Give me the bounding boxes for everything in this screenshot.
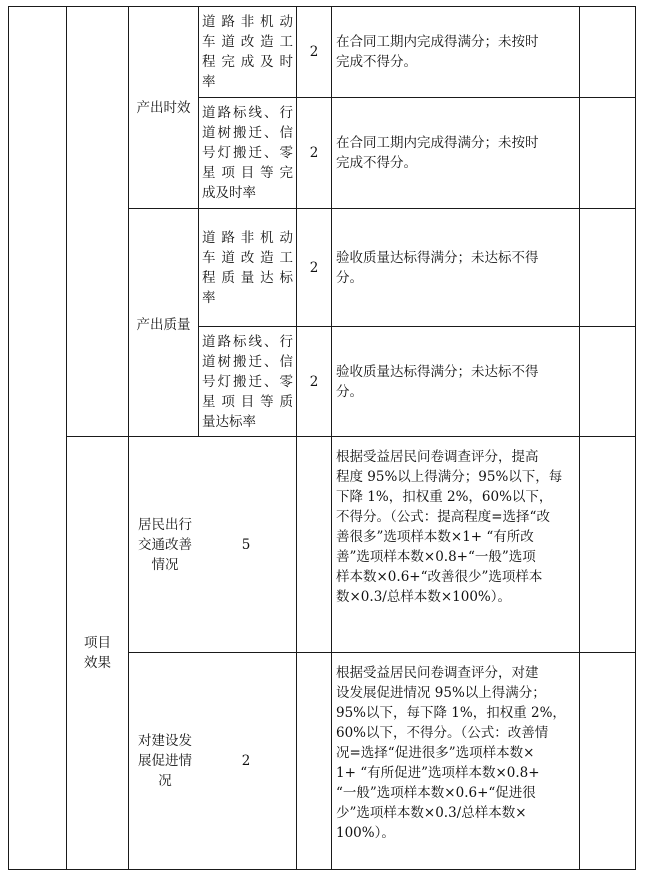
remark-cell — [580, 209, 636, 327]
remark-cell — [580, 327, 636, 437]
standard-cell: 根据受益居民问卷调查评分，提高 程度 95%以上得满分；95%以下，每 下降 1%，扣权重 2%，60%以下， 不得分。（公式：提高程度=选择“改 善很多”选项样本数×1+ “有所改 善”选项样本数×0.8+“一般”选项 样本数×0.6+“改善很少”选项样本 数×0.3/总样本数×100%）。 — [332, 437, 580, 653]
remark-cell — [580, 437, 636, 653]
indicator-cell-merged — [129, 437, 297, 653]
indicator-cell-merged — [129, 653, 297, 870]
indicator-cell: 道路标线、行 道树搬迁、信 号灯搬迁、零 星项目等质 量达标率 — [199, 327, 297, 437]
category-quality: 产出质量 — [129, 209, 199, 437]
score-cell: 2 — [297, 327, 332, 437]
score-value: 5 — [241, 536, 251, 553]
score-cell — [297, 653, 332, 870]
remark-cell — [580, 98, 636, 209]
level1-cell — [9, 7, 67, 870]
score-cell: 2 — [297, 209, 332, 327]
standard-cell: 在合同工期内完成得满分；未按时 完成不得分。 — [332, 7, 580, 98]
standard-cell: 在合同工期内完成得满分；未按时 完成不得分。 — [332, 98, 580, 209]
score-cell: 2 — [297, 98, 332, 209]
level2-cell-output — [67, 7, 129, 437]
indicator-name: 居民出行 交通改善 情况 — [138, 516, 192, 573]
indicator-cell: 道路标线、行 道树搬迁、信 号灯搬迁、零 星项目等完 成及时率 — [199, 98, 297, 209]
standard-cell: 验收质量达标得满分；未达标不得 分。 — [332, 209, 580, 327]
indicator-cell: 道路非机动 车道改造工 程完成及时 率 — [199, 7, 297, 98]
project-effect-label: 项目 效果 — [67, 437, 129, 870]
remark-cell — [580, 7, 636, 98]
performance-indicator-table — [8, 6, 636, 870]
standard-cell: 根据受益居民问卷调查评分，对建 设发展促进情况 95%以上得满分； 95%以下，每下降 1%，扣权重 2%， 60%以下，不得分。（公式：改善情 况=选择“促进很多”选项样本数× 1+ “有所促进”选项样本数×0.8+ “一般”选项样本数×0.6+“促进很 少”选项样本数×0.3/总样本数× 100%）。 — [332, 653, 580, 870]
score-cell: 2 — [297, 7, 332, 98]
table-row — [9, 437, 636, 653]
score-value: 2 — [241, 753, 251, 769]
category-timeliness: 产出时效 — [129, 7, 199, 209]
standard-cell: 验收质量达标得满分；未达标不得 分。 — [332, 327, 580, 437]
table-row — [9, 7, 636, 98]
indicator-name: 对建设发 展促进情 况 — [138, 733, 192, 789]
indicator-cell: 道路非机动 车道改造工 程质量达标 率 — [199, 209, 297, 327]
remark-cell — [580, 653, 636, 870]
score-cell — [297, 437, 332, 653]
